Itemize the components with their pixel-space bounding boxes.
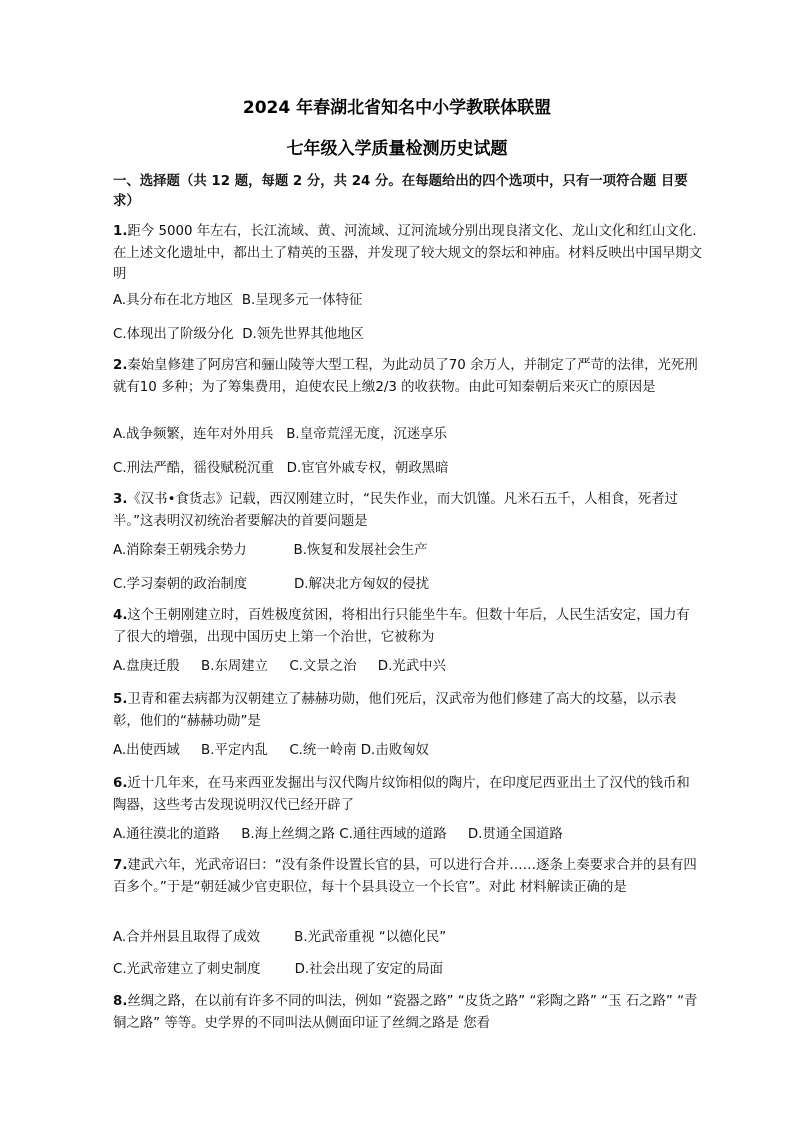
question-1 <box>113 221 703 286</box>
question-text: 卫青和霍去病都为汉朝建立了赫赫功勋，他们死后，汉武帝为他们修建了高大的坟墓，以示表彰，他们的“赫赫功勋”是 <box>113 692 677 729</box>
section-instructions: 一、选择题（共 12 题，每题 2 分，共 24 分。在每题给出的四个选项中，只有一项符合题 目要求） <box>113 174 688 209</box>
question-text: 秦始皇修建了阿房宫和骊山陵等大型工程，为此动员了70 余万人，并制定了严苛的法律，光死刑就有10 多种；为了筹集费用，迫使农民上缴2/3 的收获物。由此可知秦朝后来灭亡的原因是 <box>113 358 698 395</box>
exam-subtitle: 七年级入学质量检测历史试题 <box>286 139 508 159</box>
exam-title: 2024 年春湖北省知名中小学教联体联盟 <box>242 98 552 118</box>
question-1-options-row-2: C.体现出了阶级分化 D.领先世界其他地区 <box>113 327 364 342</box>
question-1-options-row-1: A.具分布在北方地区 B.呈现多元一体特征 <box>113 293 363 308</box>
question-number: 3. <box>113 492 128 507</box>
question-number: 2. <box>113 358 128 373</box>
question-2-options-row-2: C.刑法严酷，徭役赋税沉重 D.宦官外戚专权，朝政黑暗 <box>113 461 449 476</box>
question-5-options-row-1: A.出使西域 B.平定内乱 C.统一岭南 D.击败匈奴 <box>113 743 429 758</box>
question-number: 6. <box>113 776 128 791</box>
question-text: 《汉书•食货志》记载，西汉刚建立时，“民失作业，而大饥馑。凡米石五千，人相食，死者过半。”这表明汉初统治者要解决的首要问题是 <box>113 492 678 529</box>
question-number: 4. <box>113 608 128 623</box>
question-text: 距今 5000 年左右，长江流域、黄、河流域、辽河流域分别出现良渚文化、龙山文化和红山文化.在上述文化遗址中，都出土了精英的玉器，并发现了较大规文的祭坛和神庙。材料反映出中国早期文明 <box>113 224 703 282</box>
question-2-options-row-1: A.战争频繁，连年对外用兵 B.皇帝荒淫无度，沉迷享乐 <box>113 427 447 442</box>
question-4 <box>113 605 703 648</box>
question-number: 7. <box>113 858 128 873</box>
question-3-options-row-2: C.学习秦朝的政治制度 D.解决北方匈奴的侵扰 <box>113 577 430 592</box>
question-6 <box>113 773 703 816</box>
question-7-options-row-2: C.光武帝建立了刺史制度 D.社会出现了安定的局面 <box>113 962 444 977</box>
question-4-options-row-1: A.盘庚迁殷 B.东周建立 C.文景之治 D.光武中兴 <box>113 659 446 674</box>
question-8 <box>113 991 703 1034</box>
question-3-options-row-1: A.消除秦王朝残余势力 B.恢复和发展社会生产 <box>113 543 428 558</box>
question-2 <box>113 355 703 398</box>
question-7 <box>113 855 703 898</box>
question-5 <box>113 689 703 732</box>
question-text: 丝绸之路，在以前有许多不同的叫法，例如 “瓷器之路” “皮货之路” “彩陶之路” “玉 石之路” “青铜之路” 等等。史学界的不同叫法从侧面印证了丝绸之路是 您看 <box>113 994 698 1031</box>
question-number: 8. <box>113 994 128 1009</box>
question-number: 5. <box>113 692 128 707</box>
question-7-options-row-1: A.合并州县且取得了成效 B.光武帝重视 “以德化民” <box>113 930 447 945</box>
question-number: 1. <box>113 224 128 239</box>
question-text: 这个王朝刚建立时，百姓极度贫困，将相出行只能坐牛车。但数十年后，人民生活安定，国力有了很大的增强，出现中国历史上第一个治世，它被称为 <box>113 608 690 645</box>
question-3 <box>113 489 703 532</box>
question-text: 近十几年来，在马来西亚发掘出与汉代陶片纹饰相似的陶片，在印度尼西亚出土了汉代的钱币和陶器，这些考古发现说明汉代已经开辟了 <box>113 776 690 813</box>
question-6-options-row-1: A.通往漠北的道路 B.海上丝绸之路 C.通往西域的道路 D.贯通全国道路 <box>113 827 563 842</box>
question-text: 建武六年，光武帝诏曰：“没有条件设置长官的县，可以进行合并……逐条上奏要求合并的县有四百多个。”于是“朝廷减少官吏职位，每十个县具设立一个长官”。对此 材料解读正确的是 <box>113 858 697 895</box>
